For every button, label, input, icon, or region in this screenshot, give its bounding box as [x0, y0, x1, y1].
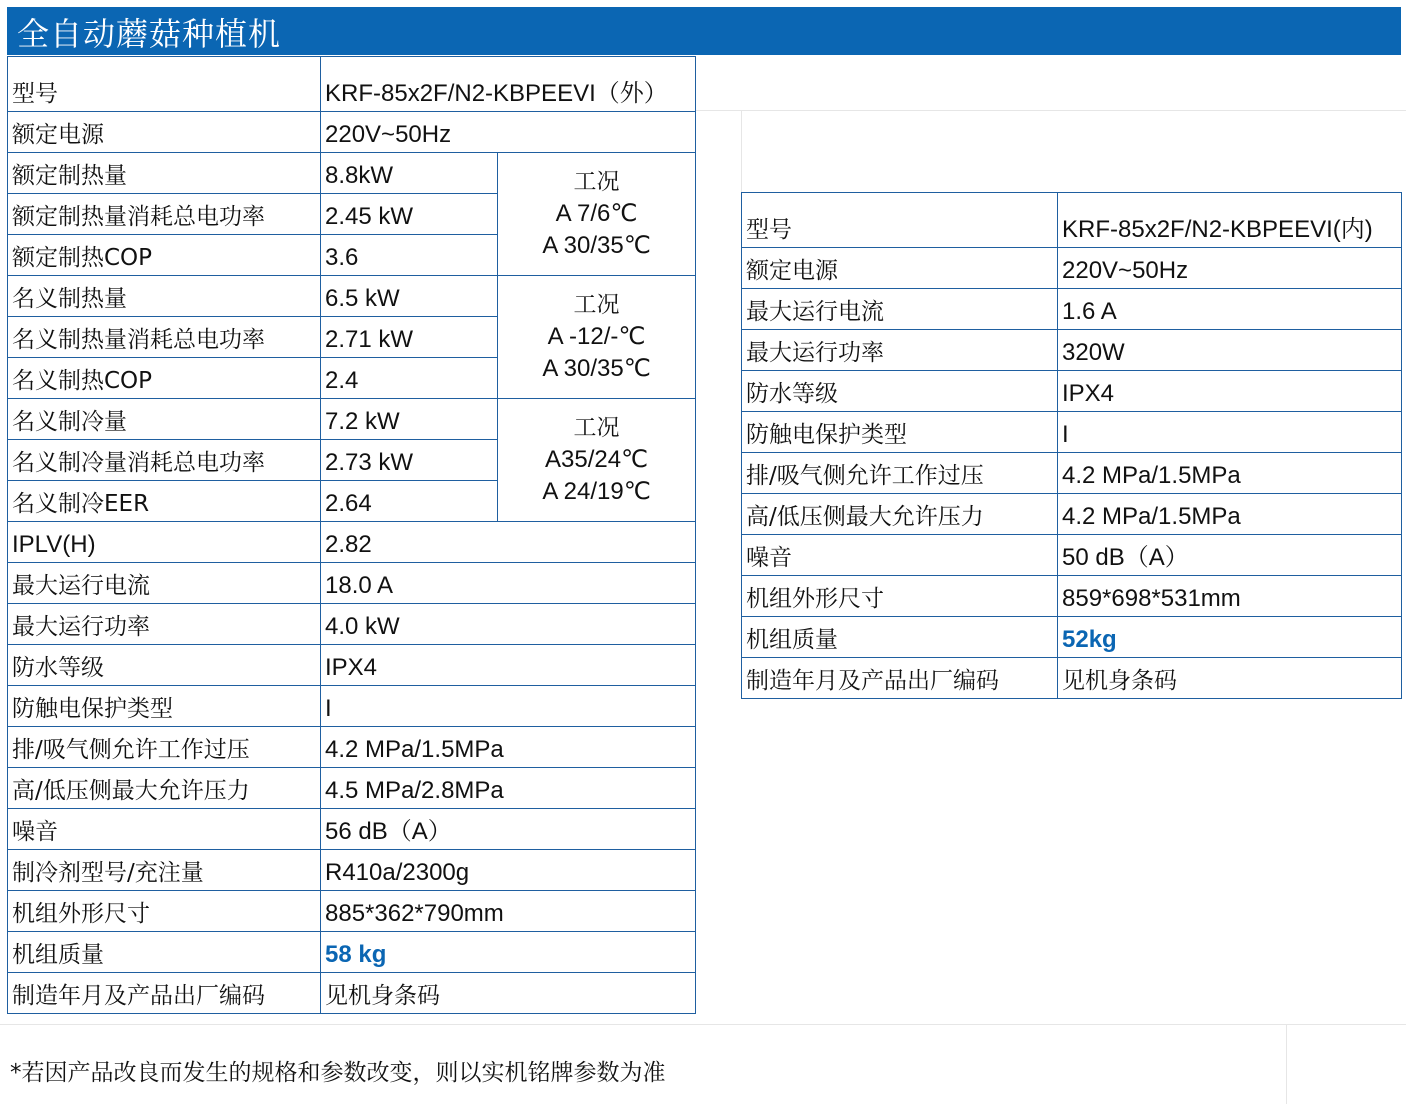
spec-row [8, 932, 696, 973]
grid-line [0, 1024, 1406, 1025]
spec-label: 防水等级 [742, 371, 1058, 412]
spec-label: 名义制冷量 [8, 399, 321, 440]
spec-value: I [1058, 412, 1402, 453]
spec-value: 2.82 [321, 522, 696, 563]
spec-row [742, 494, 1402, 535]
spec-label: 排/吸气侧允许工作过压 [8, 727, 321, 768]
grid-line [696, 110, 1406, 111]
spec-value: IPX4 [321, 645, 696, 686]
condition-line: A 30/35℃ [542, 355, 651, 382]
spec-value: 3.6 [321, 235, 498, 276]
test-condition-cell [498, 153, 696, 276]
condition-title: 工况 [573, 292, 620, 318]
spec-label: 最大运行功率 [742, 330, 1058, 371]
spec-row [742, 576, 1402, 617]
spec-label: 制造年月及产品出厂编码 [8, 973, 321, 1014]
spec-value: 220V~50Hz [1058, 248, 1402, 289]
spec-row [8, 850, 696, 891]
spec-label: 最大运行功率 [8, 604, 321, 645]
spec-value: 859*698*531mm [1058, 576, 1402, 617]
spec-value: 56 dB（A） [321, 809, 696, 850]
condition-title: 工况 [573, 169, 620, 195]
spec-label: 最大运行电流 [8, 563, 321, 604]
spec-row [742, 412, 1402, 453]
spec-value: 18.0 A [321, 563, 696, 604]
outdoor-spec-table [7, 56, 696, 1014]
spec-row [8, 112, 696, 153]
spec-row [8, 604, 696, 645]
spec-label: 机组外形尺寸 [742, 576, 1058, 617]
spec-row [8, 727, 696, 768]
spec-label: 名义制热量消耗总电功率 [8, 317, 321, 358]
spec-label: 防水等级 [8, 645, 321, 686]
spec-label: 名义制热量 [8, 276, 321, 317]
spec-label: 排/吸气侧允许工作过压 [742, 453, 1058, 494]
spec-value: 2.45 kW [321, 194, 498, 235]
spec-value: 50 dB（A） [1058, 535, 1402, 576]
condition-line: A 24/19℃ [542, 478, 651, 505]
spec-value: 320W [1058, 330, 1402, 371]
spec-label: 额定制热量消耗总电功率 [8, 194, 321, 235]
spec-row [8, 809, 696, 850]
spec-label: 制造年月及产品出厂编码 [742, 658, 1058, 699]
spec-label: 噪音 [8, 809, 321, 850]
spec-value: 7.2 kW [321, 399, 498, 440]
condition-line: A 30/35℃ [542, 232, 651, 259]
spec-label: 噪音 [742, 535, 1058, 576]
spec-row [8, 399, 696, 440]
spec-label: 额定制热COP [8, 235, 321, 276]
spec-label: 机组外形尺寸 [8, 891, 321, 932]
spec-row [8, 522, 696, 563]
spec-row [8, 153, 696, 194]
spec-value: 4.0 kW [321, 604, 696, 645]
spec-row [8, 973, 696, 1014]
spec-value: 52kg [1058, 617, 1402, 658]
spec-label: 名义制热COP [8, 358, 321, 399]
spec-label: 机组质量 [8, 932, 321, 973]
spec-label: 型号 [742, 193, 1058, 248]
spec-label: 型号 [8, 57, 321, 112]
spec-value: 2.4 [321, 358, 498, 399]
spec-label: IPLV(H) [8, 522, 321, 563]
spec-row [742, 371, 1402, 412]
test-condition-cell [498, 399, 696, 522]
spec-label: 制冷剂型号/充注量 [8, 850, 321, 891]
footnote: *若因产品改良而发生的规格和参数改变，则以实机铭牌参数为准 [10, 1060, 666, 1086]
spec-value: 8.8kW [321, 153, 498, 194]
grid-line [741, 110, 742, 192]
spec-row [8, 768, 696, 809]
spec-row [8, 645, 696, 686]
spec-value: 2.73 kW [321, 440, 498, 481]
grid-line [1286, 1024, 1287, 1104]
spec-label: 机组质量 [742, 617, 1058, 658]
spec-row [742, 248, 1402, 289]
spec-value: 4.2 MPa/1.5MPa [1058, 453, 1402, 494]
spec-row [742, 289, 1402, 330]
spec-value: 1.6 A [1058, 289, 1402, 330]
spec-label: 额定电源 [8, 112, 321, 153]
spec-label: 防触电保护类型 [742, 412, 1058, 453]
condition-line: A 7/6℃ [555, 200, 638, 227]
spec-value: I [321, 686, 696, 727]
test-condition-cell [498, 276, 696, 399]
spec-row [742, 617, 1402, 658]
spec-row [742, 658, 1402, 699]
spec-row [742, 453, 1402, 494]
spec-value: 4.2 MPa/1.5MPa [321, 727, 696, 768]
spec-label: 名义制冷量消耗总电功率 [8, 440, 321, 481]
spec-label: 名义制冷EER [8, 481, 321, 522]
spec-value: 见机身条码 [1058, 658, 1402, 699]
page-title: 全自动蘑菇种植机 [7, 7, 1401, 55]
spec-label: 最大运行电流 [742, 289, 1058, 330]
indoor-spec-table [741, 192, 1402, 699]
spec-value: 4.2 MPa/1.5MPa [1058, 494, 1402, 535]
spec-label: 高/低压侧最大允许压力 [8, 768, 321, 809]
spec-value: 885*362*790mm [321, 891, 696, 932]
spec-row [8, 57, 696, 112]
spec-label: 防触电保护类型 [8, 686, 321, 727]
spec-value: 2.71 kW [321, 317, 498, 358]
spec-value: KRF-85x2F/N2-KBPEEVI(内) [1058, 193, 1402, 248]
condition-line: A35/24℃ [544, 446, 649, 473]
spec-row [8, 686, 696, 727]
spec-row [8, 276, 696, 317]
condition-line: A -12/-℃ [547, 323, 646, 350]
spec-row [8, 563, 696, 604]
spec-label: 额定制热量 [8, 153, 321, 194]
spec-value: IPX4 [1058, 371, 1402, 412]
spec-value: KRF-85x2F/N2-KBPEEVI（外） [321, 57, 696, 112]
spec-value: 220V~50Hz [321, 112, 696, 153]
spec-value: 58 kg [321, 932, 696, 973]
condition-title: 工况 [573, 415, 620, 441]
spec-value: R410a/2300g [321, 850, 696, 891]
spec-row [742, 535, 1402, 576]
spec-row [742, 330, 1402, 371]
spec-row [8, 891, 696, 932]
spec-value: 2.64 [321, 481, 498, 522]
spec-label: 高/低压侧最大允许压力 [742, 494, 1058, 535]
spec-label: 额定电源 [742, 248, 1058, 289]
spec-value: 4.5 MPa/2.8MPa [321, 768, 696, 809]
spec-value: 6.5 kW [321, 276, 498, 317]
spec-value: 见机身条码 [321, 973, 696, 1014]
spec-row [742, 193, 1402, 248]
